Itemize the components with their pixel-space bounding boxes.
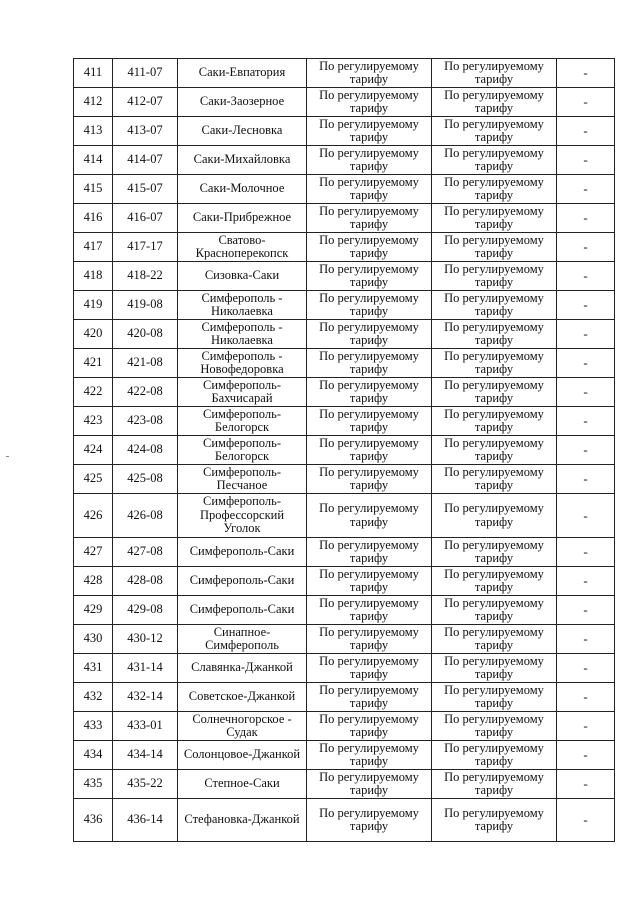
table-row [74, 770, 615, 799]
dash-cell: - [557, 436, 615, 465]
tariff-cell: По регулируемому тарифу [307, 233, 432, 262]
dash-cell: - [557, 262, 615, 291]
route-name-cell: Солонцовое-Джанкой [178, 741, 307, 770]
route-name-cell: Симферополь-Саки [178, 567, 307, 596]
route-name-cell: Саки-Молочное [178, 175, 307, 204]
tariff-cell: По регулируемому тарифу [432, 349, 557, 378]
tariff-cell: По регулируемому тарифу [432, 175, 557, 204]
row-number-cell: 417 [74, 233, 113, 262]
dash-cell: - [557, 625, 615, 654]
table-row [74, 436, 615, 465]
dash-cell: - [557, 349, 615, 378]
route-name-cell: Сизовка-Саки [178, 262, 307, 291]
route-code-cell: 412-07 [113, 88, 178, 117]
row-number-cell: 434 [74, 741, 113, 770]
dash-cell: - [557, 204, 615, 233]
tariff-cell: По регулируемому тарифу [432, 233, 557, 262]
dash-cell: - [557, 683, 615, 712]
tariff-cell: По регулируемому тарифу [307, 204, 432, 233]
tariff-cell: По регулируемому тарифу [307, 741, 432, 770]
route-name-cell: Симферополь-Белогорск [178, 436, 307, 465]
tariff-cell: По регулируемому тарифу [307, 117, 432, 146]
route-code-cell: 416-07 [113, 204, 178, 233]
dash-cell: - [557, 567, 615, 596]
row-number-cell: 419 [74, 291, 113, 320]
dash-cell: - [557, 654, 615, 683]
tariff-cell: По регулируемому тарифу [432, 117, 557, 146]
route-code-cell: 427-08 [113, 538, 178, 567]
dash-cell: - [557, 799, 615, 842]
route-name-cell: Сватово-Красноперекопск [178, 233, 307, 262]
route-name-cell: Степное-Саки [178, 770, 307, 799]
route-code-cell: 418-22 [113, 262, 178, 291]
route-name-cell: Синапное-Симферополь [178, 625, 307, 654]
tariff-cell: По регулируемому тарифу [432, 59, 557, 88]
table-row [74, 567, 615, 596]
row-number-cell: 426 [74, 494, 113, 538]
row-number-cell: 435 [74, 770, 113, 799]
row-number-cell: 425 [74, 465, 113, 494]
tariff-cell: По регулируемому тарифу [432, 436, 557, 465]
tariff-cell: По регулируемому тарифу [432, 291, 557, 320]
route-code-cell: 423-08 [113, 407, 178, 436]
row-number-cell: 430 [74, 625, 113, 654]
table-row [74, 407, 615, 436]
dash-cell: - [557, 291, 615, 320]
route-name-cell: Симферополь-Саки [178, 538, 307, 567]
row-number-cell: 427 [74, 538, 113, 567]
route-code-cell: 425-08 [113, 465, 178, 494]
route-name-cell: Симферополь-Бахчисарай [178, 378, 307, 407]
table-row [74, 625, 615, 654]
route-name-cell: Симферополь - Новофедоровка [178, 349, 307, 378]
tariff-cell: По регулируемому тарифу [432, 320, 557, 349]
row-number-cell: 413 [74, 117, 113, 146]
tariff-cell: По регулируемому тарифу [432, 625, 557, 654]
route-name-cell: Солнечногорское - Судак [178, 712, 307, 741]
row-number-cell: 420 [74, 320, 113, 349]
dash-cell: - [557, 465, 615, 494]
dash-cell: - [557, 88, 615, 117]
dash-cell: - [557, 233, 615, 262]
route-code-cell: 436-14 [113, 799, 178, 842]
routes-table-body [74, 59, 615, 842]
row-number-cell: 424 [74, 436, 113, 465]
route-code-cell: 433-01 [113, 712, 178, 741]
route-code-cell: 411-07 [113, 59, 178, 88]
dash-cell: - [557, 146, 615, 175]
tariff-cell: По регулируемому тарифу [432, 712, 557, 741]
scan-speck [6, 456, 9, 457]
tariff-cell: По регулируемому тарифу [307, 567, 432, 596]
route-code-cell: 430-12 [113, 625, 178, 654]
row-number-cell: 432 [74, 683, 113, 712]
tariff-cell: По регулируемому тарифу [307, 175, 432, 204]
table-row [74, 741, 615, 770]
tariff-cell: По регулируемому тарифу [307, 770, 432, 799]
tariff-cell: По регулируемому тарифу [432, 770, 557, 799]
tariff-cell: По регулируемому тарифу [307, 683, 432, 712]
route-name-cell: Саки-Михайловка [178, 146, 307, 175]
tariff-cell: По регулируемому тарифу [432, 683, 557, 712]
row-number-cell: 428 [74, 567, 113, 596]
tariff-cell: По регулируемому тарифу [307, 465, 432, 494]
tariff-cell: По регулируемому тарифу [432, 538, 557, 567]
route-name-cell: Стефановка-Джанкой [178, 799, 307, 842]
row-number-cell: 416 [74, 204, 113, 233]
table-row [74, 799, 615, 842]
dash-cell: - [557, 538, 615, 567]
tariff-cell: По регулируемому тарифу [307, 59, 432, 88]
route-name-cell: Симферополь-Белогорск [178, 407, 307, 436]
route-code-cell: 424-08 [113, 436, 178, 465]
table-row [74, 712, 615, 741]
tariff-cell: По регулируемому тарифу [307, 378, 432, 407]
row-number-cell: 414 [74, 146, 113, 175]
row-number-cell: 422 [74, 378, 113, 407]
tariff-cell: По регулируемому тарифу [307, 291, 432, 320]
route-name-cell: Саки-Прибрежное [178, 204, 307, 233]
route-code-cell: 422-08 [113, 378, 178, 407]
tariff-cell: По регулируемому тарифу [432, 494, 557, 538]
row-number-cell: 415 [74, 175, 113, 204]
dash-cell: - [557, 175, 615, 204]
route-name-cell: Славянка-Джанкой [178, 654, 307, 683]
route-name-cell: Симферополь-Саки [178, 596, 307, 625]
table-row [74, 88, 615, 117]
table-row [74, 683, 615, 712]
table-row [74, 654, 615, 683]
dash-cell: - [557, 770, 615, 799]
route-code-cell: 435-22 [113, 770, 178, 799]
tariff-cell: По регулируемому тарифу [432, 378, 557, 407]
tariff-cell: По регулируемому тарифу [432, 407, 557, 436]
row-number-cell: 429 [74, 596, 113, 625]
dash-cell: - [557, 712, 615, 741]
route-code-cell: 431-14 [113, 654, 178, 683]
route-name-cell: Симферополь-Песчаное [178, 465, 307, 494]
row-number-cell: 436 [74, 799, 113, 842]
route-code-cell: 413-07 [113, 117, 178, 146]
tariff-cell: По регулируемому тарифу [307, 407, 432, 436]
table-row [74, 596, 615, 625]
route-name-cell: Симферополь-Профессорский Уголок [178, 494, 307, 538]
route-code-cell: 419-08 [113, 291, 178, 320]
dash-cell: - [557, 117, 615, 146]
table-row [74, 291, 615, 320]
row-number-cell: 423 [74, 407, 113, 436]
table-row [74, 538, 615, 567]
route-code-cell: 414-07 [113, 146, 178, 175]
route-code-cell: 434-14 [113, 741, 178, 770]
dash-cell: - [557, 596, 615, 625]
table-row [74, 262, 615, 291]
tariff-cell: По регулируемому тарифу [432, 596, 557, 625]
tariff-cell: По регулируемому тарифу [432, 799, 557, 842]
table-row [74, 233, 615, 262]
row-number-cell: 431 [74, 654, 113, 683]
tariff-cell: По регулируемому тарифу [307, 262, 432, 291]
dash-cell: - [557, 378, 615, 407]
table-row [74, 494, 615, 538]
tariff-cell: По регулируемому тарифу [432, 567, 557, 596]
table-row [74, 117, 615, 146]
table-row [74, 59, 615, 88]
row-number-cell: 433 [74, 712, 113, 741]
table-row [74, 146, 615, 175]
tariff-cell: По регулируемому тарифу [432, 146, 557, 175]
tariff-cell: По регулируемому тарифу [432, 88, 557, 117]
tariff-cell: По регулируемому тарифу [307, 320, 432, 349]
tariff-cell: По регулируемому тарифу [307, 146, 432, 175]
route-code-cell: 429-08 [113, 596, 178, 625]
tariff-cell: По регулируемому тарифу [432, 465, 557, 494]
dash-cell: - [557, 407, 615, 436]
tariff-cell: По регулируемому тарифу [307, 88, 432, 117]
tariff-cell: По регулируемому тарифу [432, 262, 557, 291]
tariff-cell: По регулируемому тарифу [307, 436, 432, 465]
route-code-cell: 432-14 [113, 683, 178, 712]
route-name-cell: Советское-Джанкой [178, 683, 307, 712]
tariff-cell: По регулируемому тарифу [307, 712, 432, 741]
route-code-cell: 420-08 [113, 320, 178, 349]
dash-cell: - [557, 494, 615, 538]
row-number-cell: 421 [74, 349, 113, 378]
route-code-cell: 421-08 [113, 349, 178, 378]
route-code-cell: 415-07 [113, 175, 178, 204]
tariff-cell: По регулируемому тарифу [307, 538, 432, 567]
tariff-cell: По регулируемому тарифу [307, 799, 432, 842]
tariff-cell: По регулируемому тарифу [307, 349, 432, 378]
tariff-cell: По регулируемому тарифу [307, 596, 432, 625]
table-row [74, 204, 615, 233]
table-row [74, 465, 615, 494]
dash-cell: - [557, 59, 615, 88]
route-name-cell: Симферополь - Николаевка [178, 291, 307, 320]
table-row [74, 175, 615, 204]
tariff-cell: По регулируемому тарифу [432, 204, 557, 233]
tariff-cell: По регулируемому тарифу [307, 654, 432, 683]
tariff-cell: По регулируемому тарифу [307, 494, 432, 538]
route-name-cell: Симферополь - Николаевка [178, 320, 307, 349]
row-number-cell: 412 [74, 88, 113, 117]
tariff-cell: По регулируемому тарифу [432, 741, 557, 770]
row-number-cell: 418 [74, 262, 113, 291]
tariff-cell: По регулируемому тарифу [432, 654, 557, 683]
table-row [74, 320, 615, 349]
route-name-cell: Саки-Евпатория [178, 59, 307, 88]
dash-cell: - [557, 320, 615, 349]
route-code-cell: 428-08 [113, 567, 178, 596]
table-row [74, 378, 615, 407]
tariff-cell: По регулируемому тарифу [307, 625, 432, 654]
route-name-cell: Саки-Заозерное [178, 88, 307, 117]
route-name-cell: Саки-Лесновка [178, 117, 307, 146]
route-code-cell: 417-17 [113, 233, 178, 262]
table-row [74, 349, 615, 378]
dash-cell: - [557, 741, 615, 770]
row-number-cell: 411 [74, 59, 113, 88]
routes-table [73, 58, 615, 842]
route-code-cell: 426-08 [113, 494, 178, 538]
